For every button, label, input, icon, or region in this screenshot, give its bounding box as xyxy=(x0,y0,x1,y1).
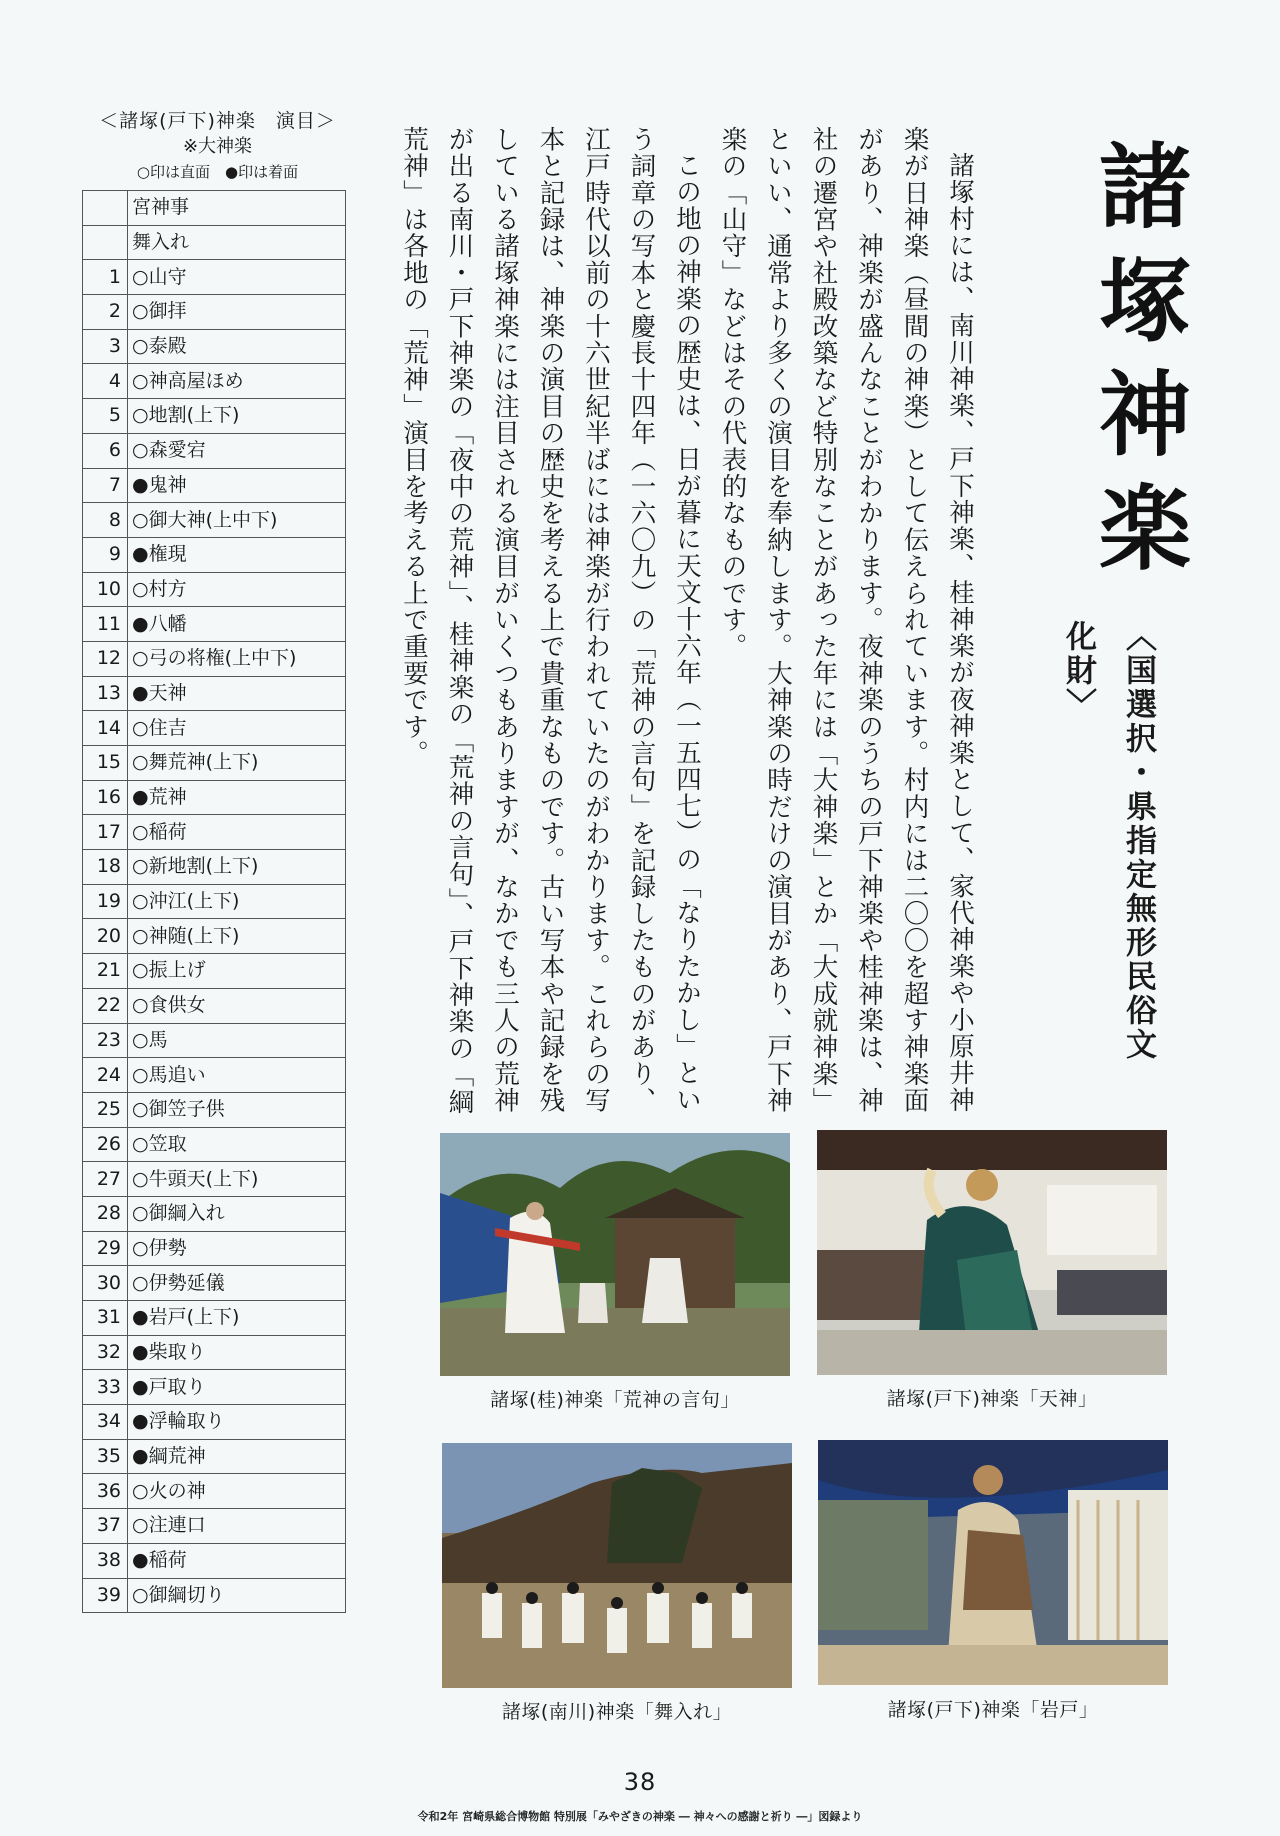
program-item-name: ○住吉 xyxy=(128,711,346,746)
program-number: 7 xyxy=(83,468,128,503)
photo-toge-iwato xyxy=(818,1440,1168,1685)
photo-caption-3: 諸塚(南川)神楽「舞入れ」 xyxy=(501,1701,733,1723)
program-item-name: ○注連口 xyxy=(128,1509,346,1544)
program-number: 29 xyxy=(83,1231,128,1266)
program-header-row: 舞入れ xyxy=(128,225,346,260)
program-item-name: ●岩戸(上下) xyxy=(128,1301,346,1336)
program-item-name: ○舞荒神(上下) xyxy=(128,746,346,781)
table-row xyxy=(83,1370,346,1405)
program-item-name: ●稲荷 xyxy=(128,1543,346,1578)
page-number: 38 xyxy=(623,1768,657,1796)
photo-katsura-kojin xyxy=(440,1133,790,1376)
program-number: 19 xyxy=(83,884,128,919)
program-number: 22 xyxy=(83,988,128,1023)
program-item-name: ○神随(上下) xyxy=(128,919,346,954)
program-number: 1 xyxy=(83,260,128,295)
program-title: ＜諸塚(戸下)神楽 演目＞ xyxy=(99,110,336,132)
program-item-name: ○山守 xyxy=(128,260,346,295)
program-number: 18 xyxy=(83,850,128,885)
program-item-name: ○馬 xyxy=(128,1023,346,1058)
table-row xyxy=(83,1335,346,1370)
photo-minamigawa-mairi xyxy=(442,1443,792,1688)
program-number: 16 xyxy=(83,780,128,815)
article-paragraph-2: この地の神楽の歴史は、日が暮に天文十六年（一五四七）の「なりたかし」という詞章の写本と慶長十四年（一六〇九）の「荒神の言句」を記録したものがあり、江戸時代以前の十六世紀半ばには神楽が行われていたのがわかります。これらの写本と記録は、神楽の演目の歴史を考える上で貴重なものです。古い写本や記録を残している諸塚神楽には注目される演目がいくつもありますが、なかでも三人の荒神が出る南川・戸下神楽の「夜中の荒神」、桂神楽の「荒神の言句」、戸下神楽の「綱荒神」は各地の「荒神」演目を考える上で重要です。 xyxy=(399,126,702,1116)
program-header-row: 宮神事 xyxy=(128,191,346,226)
table-row xyxy=(83,1543,346,1578)
table-row xyxy=(83,850,346,885)
program-item-name: ●鬼神 xyxy=(128,468,346,503)
program-item-name: ●戸取り xyxy=(128,1370,346,1405)
page-title: 諸塚神楽 xyxy=(1084,138,1192,594)
photo-toge-tenjin xyxy=(817,1130,1167,1375)
table-row xyxy=(83,1474,346,1509)
program-item-name: ○食供女 xyxy=(128,988,346,1023)
photo-caption-4: 諸塚(戸下)神楽「岩戸」 xyxy=(887,1699,1099,1721)
table-row xyxy=(83,572,346,607)
photo-katsura-kojin-image xyxy=(440,1133,790,1376)
table-row xyxy=(83,1231,346,1266)
table-row xyxy=(83,1578,346,1613)
table-row xyxy=(83,468,346,503)
table-row xyxy=(83,1266,346,1301)
article-body xyxy=(399,126,982,1126)
table-row xyxy=(83,191,346,226)
program-item-name: ○伊勢延儀 xyxy=(128,1266,346,1301)
table-row xyxy=(83,1439,346,1474)
program-item-name: ○弓の将権(上中下) xyxy=(128,641,346,676)
program-number: 12 xyxy=(83,641,128,676)
table-row xyxy=(83,329,346,364)
program-number: 9 xyxy=(83,537,128,572)
program-subtitle: ※大神楽 xyxy=(182,136,253,157)
program-number: 13 xyxy=(83,676,128,711)
table-row xyxy=(83,399,346,434)
program-item-name: ○御綱切り xyxy=(128,1578,346,1613)
program-number: 6 xyxy=(83,433,128,468)
table-row xyxy=(83,1162,346,1197)
program-item-name: ○泰殿 xyxy=(128,329,346,364)
program-item-name: ●浮輪取り xyxy=(128,1405,346,1440)
table-row xyxy=(83,225,346,260)
table-row xyxy=(83,295,346,330)
photo-toge-tenjin-image xyxy=(817,1130,1167,1375)
program-number: 14 xyxy=(83,711,128,746)
photo-caption-2: 諸塚(戸下)神楽「天神」 xyxy=(886,1388,1098,1410)
program-number: 4 xyxy=(83,364,128,399)
program-number: 27 xyxy=(83,1162,128,1197)
program-number: 5 xyxy=(83,399,128,434)
program-number: 30 xyxy=(83,1266,128,1301)
program-number: 10 xyxy=(83,572,128,607)
program-number: 32 xyxy=(83,1335,128,1370)
footer-credit: 令和2年 宮崎県総合博物館 特別展「みやざきの神楽 ― 神々への感謝と祈り ―」図録より xyxy=(417,1810,863,1823)
table-row xyxy=(83,1058,346,1093)
program-item-name: ●綱荒神 xyxy=(128,1439,346,1474)
program-number: 11 xyxy=(83,607,128,642)
table-row xyxy=(83,815,346,850)
program-list xyxy=(80,108,355,1613)
photo-minamigawa-mairi-image xyxy=(442,1443,792,1688)
program-item-name: ○伊勢 xyxy=(128,1231,346,1266)
table-row xyxy=(83,1405,346,1440)
program-number: 39 xyxy=(83,1578,128,1613)
program-number: 31 xyxy=(83,1301,128,1336)
program-number: 25 xyxy=(83,1092,128,1127)
program-item-name: ○稲荷 xyxy=(128,815,346,850)
program-number: 26 xyxy=(83,1127,128,1162)
program-number: 28 xyxy=(83,1196,128,1231)
table-row xyxy=(83,954,346,989)
table-row xyxy=(83,364,346,399)
table-row xyxy=(83,746,346,781)
table-row xyxy=(83,537,346,572)
program-item-name: ●八幡 xyxy=(128,607,346,642)
table-row xyxy=(83,988,346,1023)
table-row xyxy=(83,1196,346,1231)
program-item-name: ○御笠子供 xyxy=(128,1092,346,1127)
program-number: 34 xyxy=(83,1405,128,1440)
program-item-name: ●天神 xyxy=(128,676,346,711)
program-item-name: ●荒神 xyxy=(128,780,346,815)
program-number: 35 xyxy=(83,1439,128,1474)
table-row xyxy=(83,641,346,676)
table-row xyxy=(83,919,346,954)
program-number: 20 xyxy=(83,919,128,954)
program-number: 21 xyxy=(83,954,128,989)
table-row xyxy=(83,676,346,711)
program-number: 17 xyxy=(83,815,128,850)
table-row xyxy=(83,1127,346,1162)
table-row xyxy=(83,1023,346,1058)
program-number: 37 xyxy=(83,1509,128,1544)
photo-caption-1: 諸塚(桂)神楽「荒神の言句」 xyxy=(490,1389,740,1411)
table-row xyxy=(83,260,346,295)
program-number: 38 xyxy=(83,1543,128,1578)
program-number: 3 xyxy=(83,329,128,364)
program-item-name: ○振上げ xyxy=(128,954,346,989)
table-row xyxy=(83,607,346,642)
table-row xyxy=(83,1301,346,1336)
program-number: 33 xyxy=(83,1370,128,1405)
program-item-name: ○御大神(上中下) xyxy=(128,503,346,538)
program-item-name: ○馬追い xyxy=(128,1058,346,1093)
program-item-name: ○森愛宕 xyxy=(128,433,346,468)
program-item-name: ○神高屋ほめ xyxy=(128,364,346,399)
table-row xyxy=(83,1509,346,1544)
program-item-name: ●権現 xyxy=(128,537,346,572)
program-item-name: ○火の神 xyxy=(128,1474,346,1509)
table-row xyxy=(83,433,346,468)
program-item-name: ○笠取 xyxy=(128,1127,346,1162)
program-item-name: ○新地割(上下) xyxy=(128,850,346,885)
table-row xyxy=(83,711,346,746)
table-row xyxy=(83,780,346,815)
program-item-name: ●柴取り xyxy=(128,1335,346,1370)
program-item-name: ○地割(上下) xyxy=(128,399,346,434)
program-number: 8 xyxy=(83,503,128,538)
photo-toge-iwato-image xyxy=(818,1440,1168,1685)
program-number: 2 xyxy=(83,295,128,330)
program-legend: ○印は直面 ●印は着面 xyxy=(136,163,299,181)
program-number: 24 xyxy=(83,1058,128,1093)
program-number: 36 xyxy=(83,1474,128,1509)
program-item-name: ○御綱入れ xyxy=(128,1196,346,1231)
table-row xyxy=(83,1092,346,1127)
program-item-name: ○牛頭天(上下) xyxy=(128,1162,346,1197)
program-number: 15 xyxy=(83,746,128,781)
program-item-name: ○沖江(上下) xyxy=(128,884,346,919)
program-table xyxy=(82,190,346,1613)
designation-label: 〈国選択・県指定無形民俗文化財〉 xyxy=(1060,620,1156,1062)
program-item-name: ○御拝 xyxy=(128,295,346,330)
program-number: 23 xyxy=(83,1023,128,1058)
table-row xyxy=(83,503,346,538)
article-paragraph-1: 諸塚村には、南川神楽、戸下神楽、桂神楽が夜神楽として、家代神楽や小原井神楽が日神楽（昼間の神楽）として伝えられています。村内には二〇〇を超す神楽面があり、神楽が盛んなことがわかります。夜神楽のうちの戸下神楽や桂神楽は、神社の遷宮や社殿改築など特別なことがあった年には「大神楽」とか「大成就神楽」といい、通常より多くの演目を奉納します。大神楽の時だけの演目があり、戸下神楽の「山守」などはその代表的なものです。 xyxy=(717,126,975,1114)
table-row xyxy=(83,884,346,919)
program-item-name: ○村方 xyxy=(128,572,346,607)
